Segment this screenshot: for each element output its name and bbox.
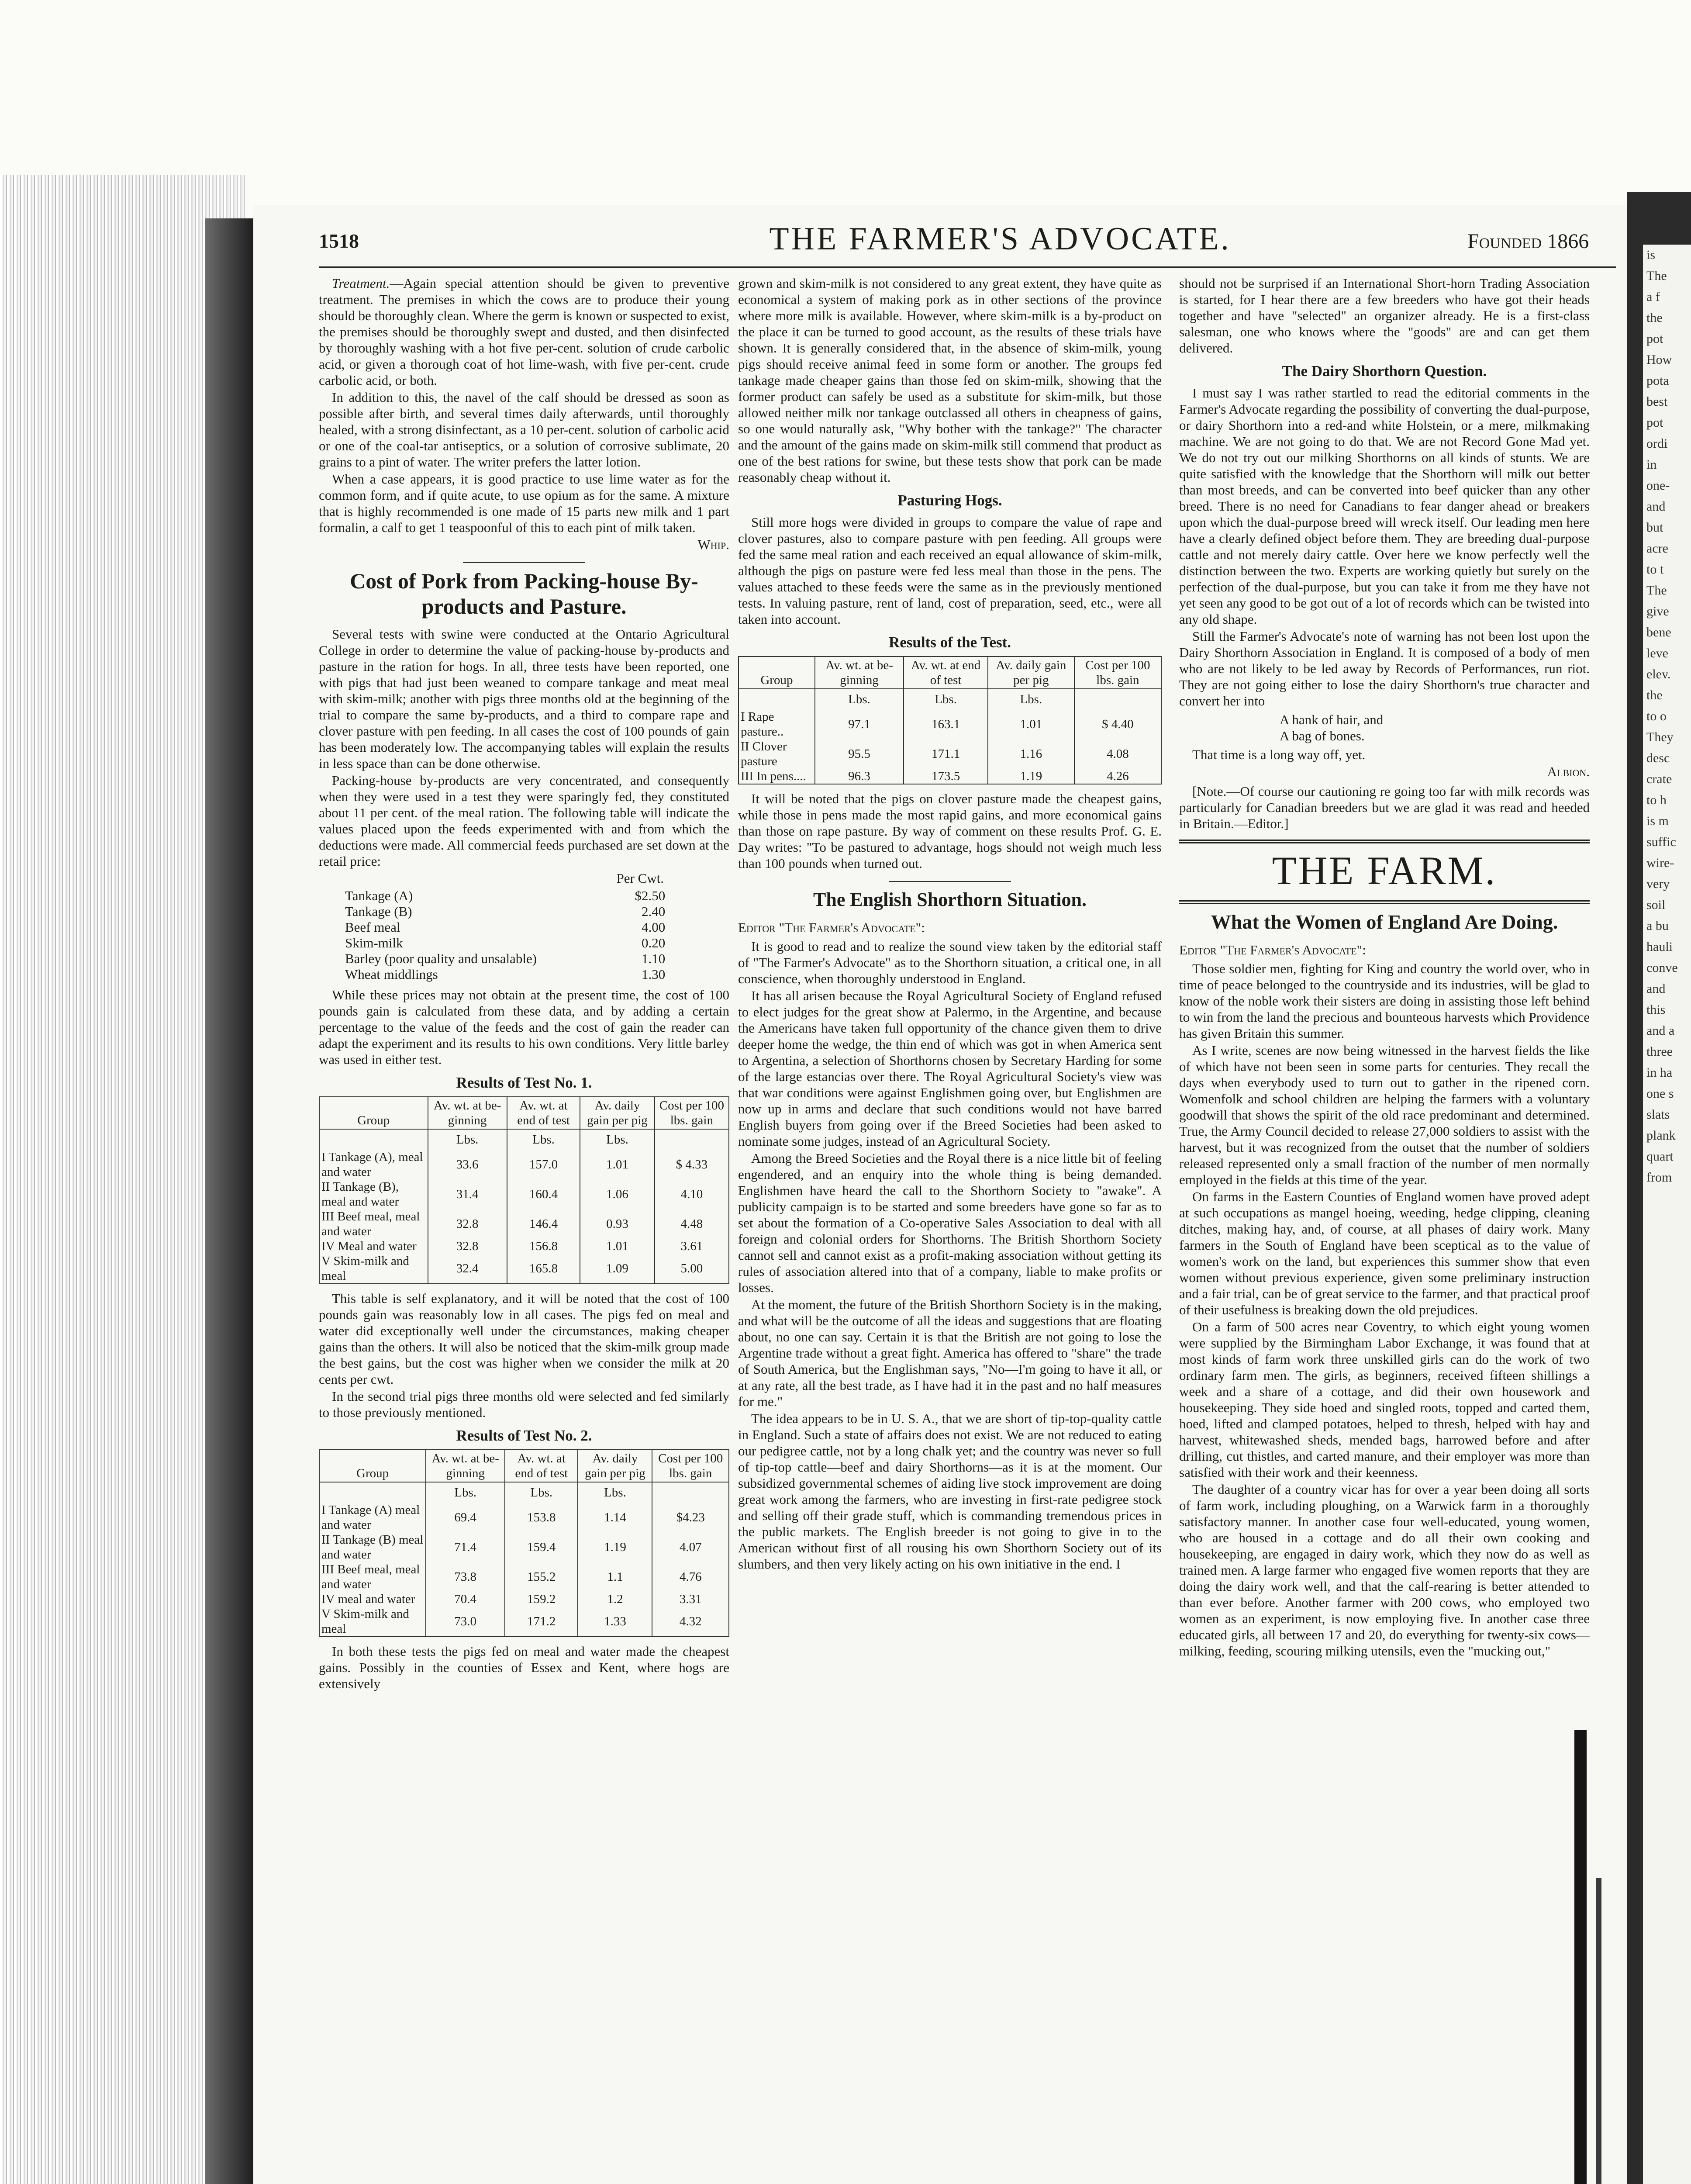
margin-fragment: a f bbox=[1646, 290, 1660, 304]
editor-line: Editor "The Farmer's Advocate": bbox=[738, 920, 925, 935]
header-rule bbox=[319, 266, 1616, 268]
treatment-lead: Treatment. bbox=[332, 276, 390, 291]
value-cell: 1.19 bbox=[578, 1532, 652, 1562]
table-title: Results of Test No. 2. bbox=[456, 1427, 592, 1444]
table-header-cell: Av. daily gain per pig bbox=[580, 1097, 654, 1129]
column-1 bbox=[319, 275, 729, 1693]
paragraph: The idea appears to be in U. S. A., that we are short of tip-top-quality cattle in England. Such a state of affairs does not exist. We are not reduced to eating our pedigree cattle, not by a long chalk yet; and the country was never so full of tip-top cattle—beef and dairy Shorthorns—as it is at the moment. Our subsidized governmental schemes of aiding live stock improvement are doing great work among the farmers, who are investing in first-rate pedigree stock and selling off their grade stuff, which is commanding tremendous prices in the public markets. The English breeder is not going to give in to the American without first of all rousing his own Shorthorn Society out of its slumbers, and then very likely acting on his own initiative in the end. I bbox=[738, 1411, 1162, 1572]
value-cell: 3.31 bbox=[652, 1592, 729, 1607]
margin-fragment: conve bbox=[1646, 961, 1678, 975]
value-cell: $4.23 bbox=[652, 1503, 729, 1532]
section-rule bbox=[1179, 840, 1590, 843]
paragraph: Packing-house by-products are very concentrated, and consequently when they were used in a test they were sparingly fed, they constituted about 11 per cent. of the meal ration. The following table will indicate the values placed upon the feeds experimented with and from which the deductions were made. All commercial feeds purchased are set down at the retail price: bbox=[319, 773, 729, 869]
table-row bbox=[319, 1239, 729, 1254]
value-cell: 1.01 bbox=[580, 1150, 654, 1179]
value-cell: 1.14 bbox=[578, 1503, 652, 1532]
prices-table bbox=[345, 888, 665, 982]
margin-fragment: crate bbox=[1646, 772, 1672, 786]
table-header-cell: Av. wt. at be-ginning bbox=[428, 1097, 507, 1129]
value-cell: 32.8 bbox=[428, 1209, 507, 1239]
verse bbox=[1179, 712, 1590, 744]
paragraph: Among the Breed Societies and the Royal there is a nice little bit of feeling engendered, and an enquiry into the whole thing is being demanded. Englishmen have heard the call to the Shorthorn Society to "awake". A publicity campaign is to be started and some breeders have gone so far as to set about the formation of a Co-operative Sales Association to deal with all foreign and colonial orders for Shorthorns. The British Shorthorn Society cannot sell and cannot exist as a profit-making association without getting its rules of association altered into that of a company, liable to make profits or losses. bbox=[738, 1151, 1162, 1295]
price-value: 0.20 bbox=[641, 935, 666, 950]
price-item: Wheat middlings bbox=[345, 967, 438, 982]
value-cell: 1.33 bbox=[578, 1607, 652, 1637]
paragraph: Still more hogs were divided in groups to compare the value of rape and clover pastures, also to compare pasture with pen feeding. All groups were fed the same meal ration and each received an equal allowance of skim-milk, although the pigs on pasture were fed less meal than those in the pens. The values attached to these feeds were the same as in the previously mentioned tests. In valuing pasture, rent of land, cost of preparation, seed, etc., were all taken into account. bbox=[738, 515, 1162, 627]
verse-line: A bag of bones. bbox=[1280, 728, 1365, 743]
table-header-cell: Group bbox=[319, 1097, 428, 1129]
margin-fragment: to h bbox=[1646, 793, 1667, 807]
divider bbox=[889, 881, 1011, 882]
value-cell: 160.4 bbox=[507, 1179, 580, 1209]
value-cell: 171.1 bbox=[904, 739, 988, 769]
units-cell: Lbs. bbox=[426, 1482, 505, 1503]
value-cell: 159.2 bbox=[505, 1592, 578, 1607]
price-item: Tankage (B) bbox=[345, 904, 412, 919]
table-header-cell: Av. wt. at end of test bbox=[507, 1097, 580, 1129]
margin-fragment: pot bbox=[1646, 332, 1663, 346]
margin-fragment: this bbox=[1646, 1002, 1666, 1017]
units-cell: Lbs. bbox=[428, 1129, 507, 1150]
price-item: Tankage (A) bbox=[345, 888, 413, 903]
price-item: Skim-milk bbox=[345, 935, 403, 950]
value-cell: 4.32 bbox=[652, 1607, 729, 1637]
value-cell: 156.8 bbox=[507, 1239, 580, 1254]
editor-line: Editor "The Farmer's Advocate": bbox=[1179, 942, 1366, 957]
group-cell: II Tankage (B) meal and water bbox=[319, 1532, 426, 1562]
column-2 bbox=[738, 275, 1162, 1573]
paragraph: As I write, scenes are now being witnessed in the harvest fields the like of which have not been seen in some parts for centuries. They recall the days when everybody used to turn out to gather in the ripened corn. Womenfolk and school children are helping the farmers with a voluntary goodwill that shows the spirit of the old race predominant and determined. True, the Army Council decided to release 27,000 soldiers to assist with the harvest, but it was recognized from the outset that the number of soldiers released represented only a small fraction of the number of men normally employed in the fields at this time of the year. bbox=[1179, 1043, 1590, 1187]
table-row bbox=[319, 1179, 729, 1209]
divider bbox=[463, 562, 585, 563]
value-cell: 1.1 bbox=[578, 1562, 652, 1592]
price-value: 1.10 bbox=[641, 951, 666, 966]
value-cell: 4.76 bbox=[652, 1562, 729, 1592]
table-row bbox=[319, 1503, 729, 1532]
page-crease-secondary bbox=[1596, 1878, 1601, 2184]
prices-header: Per Cwt. bbox=[616, 871, 664, 886]
units-cell: Lbs. bbox=[904, 689, 988, 709]
value-cell: 95.5 bbox=[815, 739, 904, 769]
units-row bbox=[739, 689, 1161, 709]
group-cell: II Clover pasture bbox=[739, 739, 815, 769]
paragraph: In both these tests the pigs fed on meal and water made the cheapest gains. Possibly in the counties of Essex and Kent, where hogs are extensively bbox=[319, 1644, 729, 1691]
margin-fragment: pota bbox=[1646, 373, 1669, 388]
margin-fragment: but bbox=[1646, 520, 1663, 535]
paragraph: I must say I was rather startled to read the editorial comments in the Farmer's Advocate regarding the possibility of converting the dual-purpose, or dairy Shorthorn into a red-and white Holstein, or a mere, milkmaking machine. We are not going to do that. We are not Record Gone Mad yet. We do not try out our milking Shorthorns on all kinds of stunts. We are quite satisfied with the knowledge that the Shorthorn will milk out better than most breeds, and can be converted into beef quicker than any other breed. There is no need for Canadians to fear danger ahead or breakers upon which the dual-purpose breed will wreck itself. Our leading men here have a clearly defined object before them. They are breeding dual-purpose cattle and not merely dairy cattle. Over here we know perfectly well the distinction between the two. Experts are working quietly but surely on the perfection of the dual-purpose, but you can take it from me they have not yet seen any good to be got out of a lot of records which can be twisted into any old shape. bbox=[1179, 385, 1590, 627]
table-row bbox=[319, 1592, 729, 1607]
margin-fragment: leve bbox=[1646, 646, 1668, 660]
paragraph: Several tests with swine were conducted at the Ontario Agricultural College in order to determine the value of packing-house by-products and pasture in the ration for hogs. In all, three tests have been reported, one with pigs that had just been weaned to compare tankage and meat meal with skim-milk; another with pigs three months old at the beginning of the trial to compare the same by-products, and a third to compare rape and clover pasture with pen feeding. In all cases the cost of 100 pounds of gain has been moderately low. The accompanying tables will explain the results in less space than can be done otherwise. bbox=[319, 626, 729, 771]
paragraph: That time is a long way off, yet. bbox=[1192, 747, 1366, 762]
price-row bbox=[345, 951, 665, 967]
value-cell: 1.16 bbox=[988, 739, 1074, 769]
value-cell: 163.1 bbox=[904, 709, 988, 739]
value-cell: 1.09 bbox=[580, 1254, 654, 1284]
table-row bbox=[739, 769, 1161, 784]
value-cell: 1.19 bbox=[988, 769, 1074, 784]
paragraph: This table is self explanatory, and it will be noted that the cost of 100 pounds gain was reasonably low in all cases. The pigs fed on meal and water did exceptionally well under the circumstances, making cheaper gains than the others. It will also be noticed that the skim-milk group made the best gains, but the cost was higher when we consider the milk at 20 cents per cwt. bbox=[319, 1291, 729, 1387]
margin-fragment: elev. bbox=[1646, 667, 1671, 681]
verse-line: A hank of hair, and bbox=[1280, 712, 1384, 727]
margin-fragment: quart bbox=[1646, 1149, 1674, 1164]
margin-fragment: from bbox=[1646, 1170, 1672, 1185]
price-value: 1.30 bbox=[641, 967, 666, 982]
margin-fragment: the bbox=[1646, 688, 1663, 702]
table-header-cell: Group bbox=[739, 657, 815, 689]
table-header-cell: Av. daily gain per pig bbox=[578, 1450, 652, 1482]
value-cell: 31.4 bbox=[428, 1179, 507, 1209]
group-cell: III In pens.... bbox=[739, 769, 815, 784]
value-cell: 73.0 bbox=[426, 1607, 505, 1637]
margin-fragment: to t bbox=[1646, 562, 1664, 577]
table-header-cell: Cost per 100 lbs. gain bbox=[652, 1450, 729, 1482]
table-header-cell: Av. wt. at be-ginning bbox=[815, 657, 904, 689]
margin-fragment: pot bbox=[1646, 415, 1663, 430]
margin-fragment: and a bbox=[1646, 1023, 1675, 1038]
margin-fragment: acre bbox=[1646, 541, 1668, 556]
units-cell bbox=[319, 1129, 428, 1150]
units-cell bbox=[1074, 689, 1161, 709]
margin-fragment: is bbox=[1646, 248, 1656, 262]
article-title: The English Shorthorn Situation. bbox=[813, 889, 1087, 910]
value-cell: 3.61 bbox=[655, 1239, 729, 1254]
margin-fragment: one s bbox=[1646, 1086, 1674, 1101]
price-value: 2.40 bbox=[641, 904, 666, 919]
price-item: Barley (poor quality and unsalable) bbox=[345, 951, 537, 966]
margin-fragment: in ha bbox=[1646, 1065, 1673, 1080]
value-cell: 1.01 bbox=[580, 1239, 654, 1254]
table-row bbox=[319, 1209, 729, 1239]
table-title: Results of the Test. bbox=[888, 634, 1011, 651]
group-cell: IV Meal and water bbox=[319, 1239, 428, 1254]
treatment-paragraph bbox=[319, 275, 729, 388]
table-row bbox=[319, 1150, 729, 1179]
results-table-3 bbox=[738, 656, 1162, 784]
value-cell: 4.07 bbox=[652, 1532, 729, 1562]
price-row bbox=[345, 967, 665, 982]
price-row bbox=[345, 935, 665, 951]
section-title: Pasturing Hogs. bbox=[897, 492, 1002, 509]
value-cell: 1.01 bbox=[988, 709, 1074, 739]
value-cell: 69.4 bbox=[426, 1503, 505, 1532]
page-crease bbox=[1574, 1730, 1587, 2184]
units-row bbox=[319, 1129, 729, 1150]
paragraph: When a case appears, it is good practice to use lime water as for the common form, and if quite acute, to use opium as for the same. A mixture that is highly recommended is one made of 15 parts new milk and 1 part formalin, a calf to get 1 teaspoonful of this to each pint of milk taken. bbox=[319, 471, 729, 535]
value-cell: 171.2 bbox=[505, 1607, 578, 1637]
value-cell: 4.48 bbox=[655, 1209, 729, 1239]
margin-fragment: best bbox=[1646, 394, 1668, 409]
paragraph: At the moment, the future of the British Shorthorn Society is in the making, and what will be the outcome of all the ideas and suggestions that are floating about, no one can say. Certain it is that the British are not going to lose the Argentine trade without a great fight. America has offered to "share" the trade of South America, but the Englishman says, "No—I'm going to have it all, or at any rate, all the best trade, as I have had it in the past and no half measures for me." bbox=[738, 1297, 1162, 1409]
margin-fragment: wire- bbox=[1646, 856, 1674, 870]
paragraph: The daughter of a country vicar has for over a year been doing all sorts of farm work, including ploughing, on a Warwick farm in a thoroughly satisfactory manner. In another case four well-educated, young women, who are housed in a cottage and do all their own cooking and housekeeping, are engaged in dairy work, which they now do as well as trained men. A large farmer who engaged five women reports that they are doing the dairy work well, and that the calf-rearing is better attended to than ever before. Another farmer with 200 cows, who employed two women as an experiment, is now employing five. In another case three educated girls, all between 17 and 20, do everything for twenty-six cows—milking, feeding, scouring milking utensils, even the "mucking out," bbox=[1179, 1482, 1590, 1659]
paragraph: On a farm of 500 acres near Coventry, to which eight young women were supplied by the Birmingham Labor Exchange, it was found that at most kinds of farm work three unskilled girls can do the work of two ordinary farm men. The girls, as beginners, received fifteen shillings a week and a share of a cottage, and did their own housework and housekeeping. They side hoed and singled roots, topped and carted them, hoed, lifted and clamped potatoes, helped to thresh, helped with hay and harvest, whitewashed sheds, mended bags, harrowed before and after drilling, cut thistles, and carted manure, and their employer was more than satisfied with their work and their keenness. bbox=[1179, 1319, 1590, 1480]
units-cell: Lbs. bbox=[815, 689, 904, 709]
value-cell: 1.2 bbox=[578, 1592, 652, 1607]
column-3 bbox=[1179, 275, 1590, 1660]
value-cell: 97.1 bbox=[815, 709, 904, 739]
value-cell: 32.4 bbox=[428, 1254, 507, 1284]
group-cell: I Tankage (A), meal and water bbox=[319, 1150, 428, 1179]
price-value: $2.50 bbox=[635, 888, 666, 903]
margin-fragment: to o bbox=[1646, 709, 1667, 723]
results-table-1 bbox=[319, 1096, 729, 1284]
group-cell: III Beef meal, meal and water bbox=[319, 1209, 428, 1239]
units-cell bbox=[655, 1129, 729, 1150]
margin-fragment: plank bbox=[1646, 1128, 1676, 1143]
value-cell: 173.5 bbox=[904, 769, 988, 784]
paragraph: It has all arisen because the Royal Agricultural Society of England refused to elect judges for the great show at Palermo, in the Argentine, and because the Americans have taken full opportunity of the chance given them to drive deeper home the wedge, the thin end of which was got in when America sent to Argentina, a selection of Shorthorns chosen by Secretary Harding for some of the large estancias over there. The Royal Agricultural Society's view was that war conditions were against Englishmen going over, but Englishmen are now up in arms and declare that such conditions would not have barred English buyers from going over if the Breed Societies had been asked to nominate some judges, instead of an Agricultural Society. bbox=[738, 988, 1162, 1149]
value-cell: 4.26 bbox=[1074, 769, 1161, 784]
founded-line: Founded 1866 bbox=[1467, 230, 1589, 253]
value-cell: 33.6 bbox=[428, 1150, 507, 1179]
margin-fragment: is m bbox=[1646, 814, 1669, 828]
value-cell: $ 4.40 bbox=[1074, 709, 1161, 739]
table-header-cell: Av. wt. at end of test bbox=[904, 657, 988, 689]
value-cell: 70.4 bbox=[426, 1592, 505, 1607]
value-cell: 146.4 bbox=[507, 1209, 580, 1239]
value-cell: 159.4 bbox=[505, 1532, 578, 1562]
editor-note: [Note.—Of course our cautioning re going too far with milk records was particularly for Canadian breeders but we are glad it was read and heeded in Britain.—Editor.] bbox=[1179, 784, 1590, 831]
units-cell: Lbs. bbox=[505, 1482, 578, 1503]
price-row bbox=[345, 904, 665, 919]
units-cell bbox=[739, 689, 815, 709]
table-header-cell: Av. daily gain per pig bbox=[988, 657, 1074, 689]
value-cell: 1.06 bbox=[580, 1179, 654, 1209]
treatment-text: —Again special attention should be given to preventive treatment. The premises in which the cows are to produce their young should be thoroughly clean. Where the germ is known or suspected to exist, the premises should be thoroughly swept and dusted, and then disinfected by thoroughly washing with a hot five per-cent. solution of crude carbolic acid, or given a thorough coat of hot lime-wash, with five per-cent. crude carbolic acid, or both. bbox=[319, 276, 729, 388]
margin-fragment: one- bbox=[1646, 478, 1670, 493]
value-cell: 5.00 bbox=[655, 1254, 729, 1284]
value-cell: 32.8 bbox=[428, 1239, 507, 1254]
value-cell: 0.93 bbox=[580, 1209, 654, 1239]
paragraph: It will be noted that the pigs on clover pasture made the cheapest gains, while those in pens made the most rapid gains, and more economical gains than those on rape pasture. By way of comment on these results Prof. G. E. Day writes: "To be pastured to advantage, hogs should not weigh much less than 100 pounds when turned out. bbox=[738, 791, 1162, 871]
table-title: Results of Test No. 1. bbox=[456, 1074, 592, 1091]
group-cell: V Skim-milk and meal bbox=[319, 1254, 428, 1284]
units-cell: Lbs. bbox=[578, 1482, 652, 1503]
margin-fragment: bene bbox=[1646, 625, 1671, 639]
margin-fragment: slats bbox=[1646, 1107, 1670, 1122]
units-cell bbox=[319, 1482, 426, 1503]
price-item: Beef meal bbox=[345, 919, 400, 935]
table-row bbox=[319, 1532, 729, 1562]
margin-fragment: soil bbox=[1646, 898, 1666, 912]
book-gutter-shadow bbox=[205, 218, 253, 2184]
margin-fragment: desc bbox=[1646, 751, 1670, 765]
margin-fragment: very bbox=[1646, 877, 1670, 891]
margin-fragment: The bbox=[1646, 269, 1667, 283]
paragraph: On farms in the Eastern Counties of England women have proved adept at such occupations as mangel hoeing, weeding, hedge clipping, cleaning ditches, making hay, and, of course, at all phases of dairy work. Many farmers in the South of England have been sceptical as to the value of women's work on the land, but experiences this summer show that even women without previous experience, given some preliminary instruction and a fair trial, can be of great service to the farmer, and that practical proof of their usefulness is breaking down the old prejudices. bbox=[1179, 1189, 1590, 1317]
section-heading: THE FARM. bbox=[1272, 848, 1497, 893]
margin-fragment: three bbox=[1646, 1044, 1673, 1059]
signature: Whip. bbox=[697, 537, 729, 552]
units-cell: Lbs. bbox=[988, 689, 1074, 709]
paragraph: Still the Farmer's Advocate's note of warning has not been lost upon the Dairy Shorthorn Association in England. It is composed of a body of men who are not likely to be led away by Records of Performances, run riot. They are not going either to lose the dairy Shorthorn's true character and convert her into bbox=[1179, 629, 1590, 708]
paragraph: In addition to this, the navel of the calf should be dressed as soon as possible after birth, and several times daily afterwards, until thoroughly healed, with a strong disinfectant, as a 10 per-cent. solution of carbolic acid or one of the coal-tar antiseptics, or a solution of corrosive sublimate, 20 grains to a pint of water. The writer prefers the latter lotion. bbox=[319, 390, 729, 470]
article-title: What the Women of England Are Doing. bbox=[1211, 911, 1558, 933]
units-cell: Lbs. bbox=[580, 1129, 654, 1150]
table-row bbox=[739, 739, 1161, 769]
paragraph: It is good to read and to realize the sound view taken by the editorial staff of "The Farmer's Advocate" as to the Shorthorn situation, a critical one, in all conscience, when thoroughly understood in England. bbox=[738, 939, 1162, 986]
paragraph: Those soldier men, fighting for King and country the world over, who in time of peace belonged to the countryside and its industries, will be glad to know of the noble work their sisters are doing in assisting those left behind to win from the land the precious and bounteous harvests which Providence has given Britain this summer. bbox=[1179, 961, 1590, 1041]
table-header-cell: Av. wt. at be-ginning bbox=[426, 1450, 505, 1482]
margin-fragment: give bbox=[1646, 604, 1669, 619]
table-row bbox=[319, 1562, 729, 1592]
margin-fragment: ordi bbox=[1646, 436, 1668, 451]
paragraph: should not be surprised if an International Short-horn Trading Association is started, for I hear there are a few breeders who have got their heads together and have "selected" an organizer already. He is a first-class salesman, one who knows where the "goods" are and can get them delivered. bbox=[1179, 276, 1590, 356]
value-cell: 155.2 bbox=[505, 1562, 578, 1592]
table-row bbox=[739, 709, 1161, 739]
price-value: 4.00 bbox=[641, 919, 666, 935]
margin-fragment: They bbox=[1646, 730, 1674, 744]
units-row bbox=[319, 1482, 729, 1503]
table-header-cell: Cost per 100 lbs. gain bbox=[1074, 657, 1161, 689]
value-cell: 4.10 bbox=[655, 1179, 729, 1209]
units-cell: Lbs. bbox=[507, 1129, 580, 1150]
margin-fragment: suffic bbox=[1646, 835, 1676, 849]
price-row bbox=[345, 919, 665, 935]
value-cell: 157.0 bbox=[507, 1150, 580, 1179]
paragraph: grown and skim-milk is not considered to any great extent, they have quite as economical a system of making pork as in other sections of the province where more milk is available. However, where skim-milk is a by-product on the place it can be turned to good account, as the results of these trials have shown. It is generally considered that, in the absence of skim-milk, young pigs should receive animal feed in some form or another. The groups fed tankage made cheaper gains than those fed on skim-milk, showing that the former product can safely be used as a substitute for skim-milk, but those allowed neither milk nor tankage outclassed all others in cheapness of gains, so one would naturally ask, "Why bother with the tankage?" The character and the amount of the gains made on skim-milk still commend that product as one of the best rations for swine, but these tests show that pork can be made reasonably cheap without it. bbox=[738, 276, 1162, 485]
masthead: THE FARMER'S ADVOCATE. bbox=[769, 221, 1231, 257]
article-title: Cost of Pork from Packing-house By-products and Pasture. bbox=[350, 569, 698, 619]
price-row bbox=[345, 888, 665, 904]
group-cell: I Tankage (A) meal and water bbox=[319, 1503, 426, 1532]
table-row bbox=[319, 1254, 729, 1284]
group-cell: V Skim-milk and meal bbox=[319, 1607, 426, 1637]
results-table-2 bbox=[319, 1449, 729, 1637]
margin-fragment: and bbox=[1646, 499, 1666, 514]
group-cell: I Rape pasture.. bbox=[739, 709, 815, 739]
value-cell: 71.4 bbox=[426, 1532, 505, 1562]
table-header-cell: Cost per 100 lbs. gain bbox=[655, 1097, 729, 1129]
paragraph: While these prices may not obtain at the present time, the cost of 100 pounds gain is calculated from these data, and by adding a certain percentage to the value of the feeds and the cost of gain the reader can adapt the experiment and its results to his own conditions. Very little barley was used in either test. bbox=[319, 987, 729, 1067]
margin-fragment: and bbox=[1646, 981, 1666, 996]
paragraph: In the second trial pigs three months old were selected and fed similarly to those previously mentioned. bbox=[319, 1389, 729, 1420]
signature: Albion. bbox=[1547, 764, 1590, 779]
section-title: The Dairy Shorthorn Question. bbox=[1282, 363, 1487, 380]
value-cell: 73.8 bbox=[426, 1562, 505, 1592]
units-cell bbox=[652, 1482, 729, 1503]
margin-fragment: How bbox=[1646, 352, 1672, 367]
margin-fragment: The bbox=[1646, 583, 1667, 598]
group-cell: IV meal and water bbox=[319, 1592, 426, 1607]
value-cell: 153.8 bbox=[505, 1503, 578, 1532]
table-row bbox=[319, 1607, 729, 1637]
margin-fragment: the bbox=[1646, 311, 1663, 325]
value-cell: 96.3 bbox=[815, 769, 904, 784]
margin-fragment: hauli bbox=[1646, 940, 1673, 954]
table-header-cell: Av. wt. at end of test bbox=[505, 1450, 578, 1482]
next-page-fragments bbox=[1643, 245, 1691, 2184]
margin-fragment: a bu bbox=[1646, 919, 1669, 933]
section-rule bbox=[1179, 900, 1590, 904]
table-header-cell: Group bbox=[319, 1450, 426, 1482]
margin-fragment: in bbox=[1646, 457, 1657, 472]
group-cell: II Tankage (B), meal and water bbox=[319, 1179, 428, 1209]
group-cell: III Beef meal, meal and water bbox=[319, 1562, 426, 1592]
value-cell: 165.8 bbox=[507, 1254, 580, 1284]
page-number: 1518 bbox=[319, 230, 359, 252]
value-cell: 4.08 bbox=[1074, 739, 1161, 769]
value-cell: $ 4.33 bbox=[655, 1150, 729, 1179]
